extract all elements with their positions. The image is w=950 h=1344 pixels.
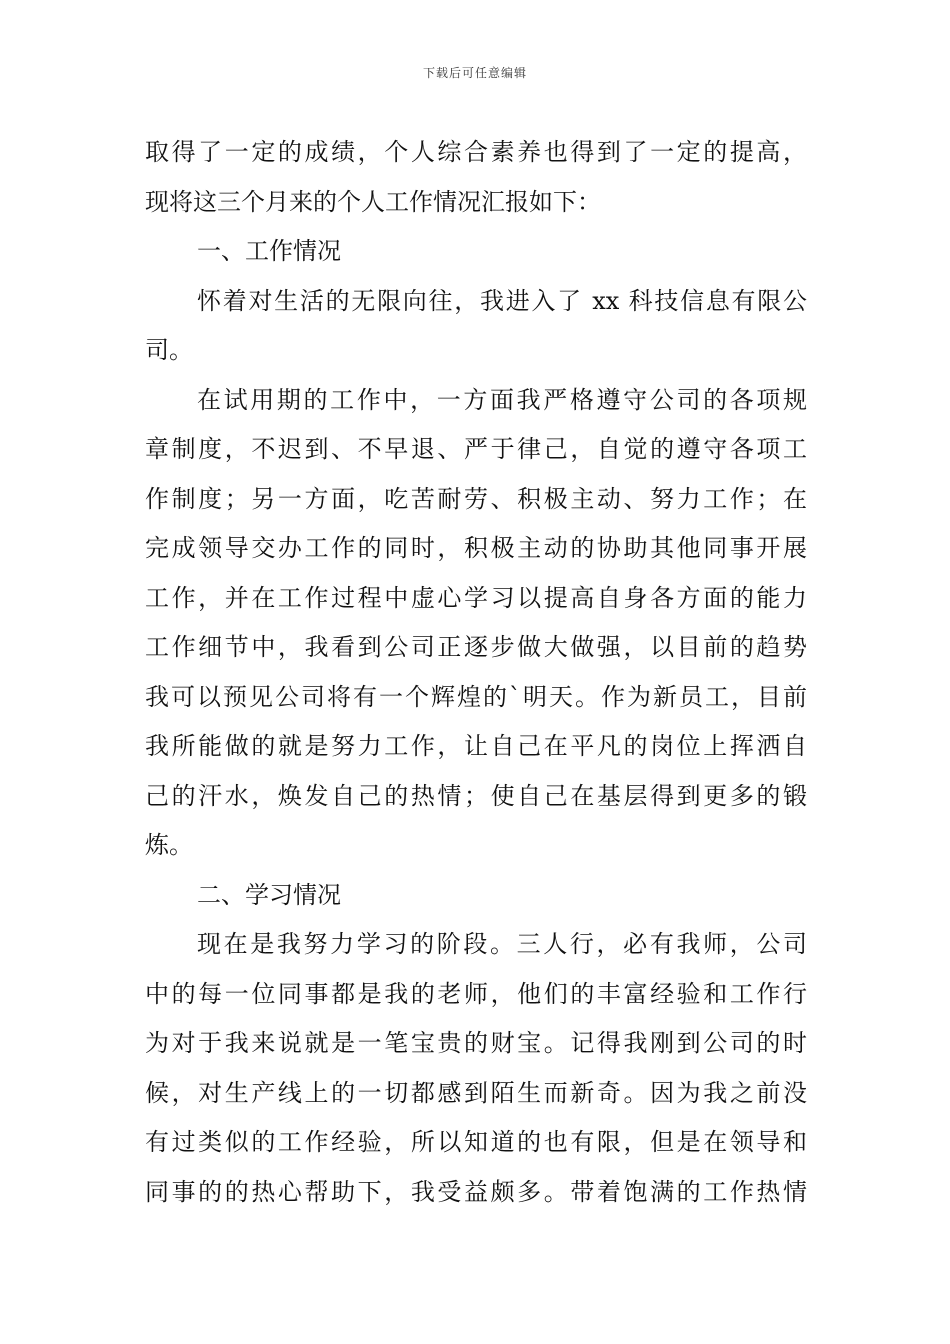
text-line: 为对于我来说就是一笔宝贵的财宝。记得我刚到公司的时: [145, 1029, 807, 1057]
text-line: 作制度；另一方面，吃苦耐劳、积极主动、努力工作；在: [145, 484, 807, 513]
text-line: 完成领导交办工作的同时，积极主动的协助其他同事开展: [145, 534, 807, 562]
document-body: [145, 128, 807, 1217]
text-line: 工作细节中，我看到公司正逐步做大做强，以目前的趋势: [145, 633, 807, 661]
text-line: 司。: [145, 336, 193, 364]
text-line: 己的汗水，焕发自己的热情；使自己在基层得到更多的锻: [145, 781, 807, 810]
text-line: 在试用期的工作中，一方面我严格遵守公司的各项规: [197, 385, 807, 414]
text-line: 中的每一位同事都是我的老师，他们的丰富经验和工作行: [145, 979, 807, 1008]
text-line: 章制度，不迟到、不早退、严于律己，自觉的遵守各项工: [145, 435, 807, 463]
text-line: 同事的的热心帮助下，我受益颇多。带着饱满的工作热情: [145, 1177, 807, 1206]
text-line: 现将这三个月来的个人工作情况汇报如下：: [145, 187, 601, 216]
text-line: 我所能做的就是努力工作，让自己在平凡的岗位上挥洒自: [145, 732, 807, 760]
text-line: 怀着对生活的无限向往，我进入了 xx 科技信息有限公: [197, 286, 807, 315]
page-header: 下载后可任意编辑: [422, 66, 527, 80]
text-line: 现在是我努力学习的阶段。三人行，必有我师，公司: [197, 930, 807, 958]
text-line: 取得了一定的成绩，个人综合素养也得到了一定的提高，: [145, 138, 807, 166]
text-line: 候，对生产线上的一切都感到陌生而新奇。因为我之前没: [145, 1078, 807, 1107]
text-line: 炼。: [145, 831, 193, 859]
text-line: 有过类似的工作经验，所以知道的也有限，但是在领导和: [145, 1128, 807, 1156]
section-heading: 一、工作情况: [197, 237, 341, 265]
text-line: 我可以预见公司将有一个辉煌的`明天。作为新员工，目前: [145, 682, 807, 711]
section-heading: 二、学习情况: [197, 880, 341, 909]
text-line: 工作，并在工作过程中虚心学习以提高自身各方面的能力: [145, 583, 807, 612]
